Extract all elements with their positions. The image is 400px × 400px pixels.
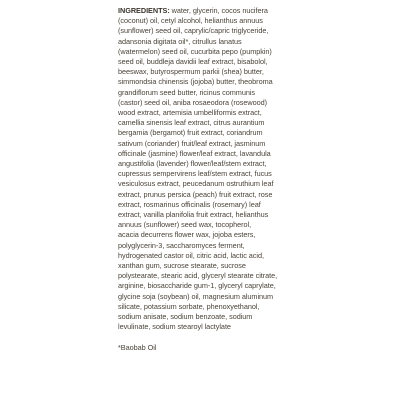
- ingredients-line: wood extract, artemisia umbelliformis extract,: [118, 108, 262, 118]
- ingredients-line: simmondsia chinensis (jojoba) butter, theobroma: [118, 77, 273, 87]
- ingredients-line: annuus (sunflower) seed wax, tocopherol,: [118, 220, 252, 230]
- ingredients-list: [118, 6, 282, 353]
- ingredients-line: extract, rosmarinus officinalis (rosemary) leaf: [118, 199, 261, 209]
- ingredients-line: extract, vanilla planifolia fruit extract, helianthus: [118, 210, 269, 220]
- ingredients-line: arginine, biosaccharide gum-1, glyceryl caprylate,: [118, 281, 276, 291]
- ingredients-line: hydrogenated castor oil, citric acid, lactic acid,: [118, 250, 264, 260]
- ingredients-line: acacia decurrens flower wax, jojoba esters,: [118, 230, 256, 240]
- ingredients-line: angustifolia (lavender) flower/leaf/stem extract,: [118, 159, 267, 169]
- ingredients-line: glycine soja (soybean) oil, magnesium aluminum: [118, 291, 274, 301]
- ingredients-line: adansonia digitata oil*, citrullus lanatus: [118, 36, 242, 46]
- ingredients-line: officinale (jasmine) flower/leaf extract, lavandula: [118, 148, 271, 158]
- ingredients-line: seed oil, buddleja davidii leaf extract, bisabolol,: [118, 57, 268, 67]
- ingredients-line: (coconut) oil, cetyl alcohol, helianthus annuus: [118, 16, 263, 26]
- ingredients-line: silicate, potassium sorbate, phenoxyethanol,: [118, 301, 260, 311]
- ingredients-line: vesiculosus extract, peucedanum ostruthium leaf: [118, 179, 274, 189]
- ingredients-line: bergamia (bergamot) fruit extract, coriandrum: [118, 128, 263, 138]
- ingredients-line: levulinate, sodium stearoyl lactylate: [118, 322, 231, 332]
- ingredients-line: [118, 6, 282, 16]
- ingredients-line: polystearate, stearic acid, glyceryl stearate citrate,: [118, 271, 278, 281]
- ingredients-line-text: water, glycerin, cocos nucifera: [169, 6, 268, 15]
- ingredients-line: grandiflorum seed butter, ricinus communis: [118, 87, 256, 97]
- ingredients-line: xanthan gum, sucrose stearate, sucrose: [118, 261, 246, 271]
- ingredients-line: camellia sinensis leaf extract, citrus aurantium: [118, 118, 265, 128]
- ingredients-line: sodium anisate, sodium benzoate, sodium: [118, 312, 253, 322]
- ingredients-line: extract, prunus persica (peach) fruit extract, rose: [118, 189, 273, 199]
- ingredients-heading: INGREDIENTS:: [118, 6, 170, 15]
- ingredients-line: sativum (coriander) fruit/leaf extract, jasminum: [118, 138, 266, 148]
- ingredients-line: (sunflower) seed oil, caprylic/capric triglyceride,: [118, 26, 269, 36]
- baobab-footnote: *Baobab Oil: [118, 342, 157, 352]
- ingredients-line: (castor) seed oil, aniba rosaeodora (rosewood): [118, 97, 267, 107]
- ingredients-line: (watermelon) seed oil, cucurbita pepo (pumpkin): [118, 46, 272, 56]
- ingredients-line: beeswax, butyrospermum parkii (shea) butter,: [118, 67, 264, 77]
- ingredients-line: polyglycerin-3, saccharomyces ferment,: [118, 240, 245, 250]
- ingredients-line: cupressus sempervirens leaf/stem extract, fucus: [118, 169, 272, 179]
